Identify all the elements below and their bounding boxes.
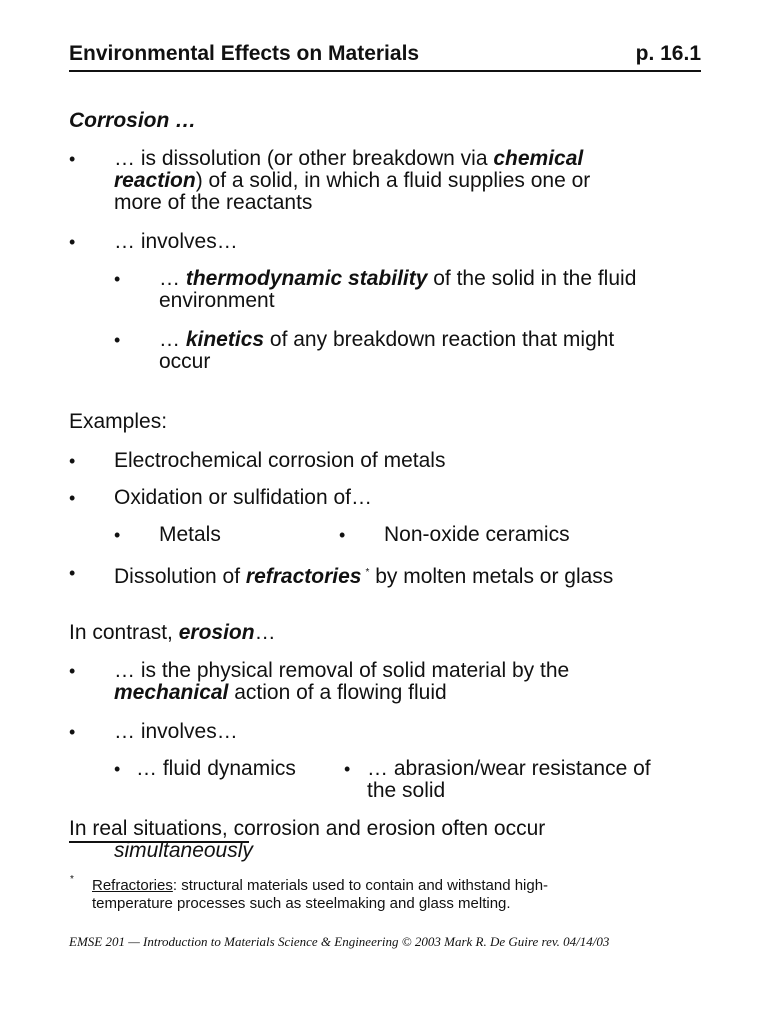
bullet-marker: • — [69, 661, 76, 681]
footnote-line-1 — [92, 877, 548, 895]
emphasis-erosion: erosion — [178, 621, 255, 644]
bullet-marker: • — [69, 451, 76, 471]
bullet-marker: • — [69, 149, 76, 169]
emphasis-kinetics: kinetics — [185, 328, 265, 351]
emphasis-reaction: reaction — [114, 169, 196, 192]
bullet-marker: • — [69, 722, 76, 742]
sub-bullet-marker: • — [344, 759, 351, 779]
examples-heading: Examples: — [69, 410, 168, 433]
footnote-line-2: temperature processes such as steelmaking and glass melting. — [92, 895, 511, 912]
corrosion-sub-bullet-1-line-2: environment — [159, 289, 275, 312]
corrosion-bullet-1-line-1 — [114, 148, 583, 170]
erosion-bullet-2: … involves… — [114, 720, 238, 743]
sub-bullet-marker: • — [114, 269, 121, 289]
text-run: action of a flowing fluid — [228, 681, 447, 704]
footnote-rule — [69, 841, 249, 843]
corrosion-bullet-1-line-2 — [114, 170, 590, 192]
corrosion-heading: Corrosion … — [69, 109, 197, 132]
erosion-heading — [69, 622, 276, 644]
footnote-marker: * — [365, 567, 370, 578]
example-2-sub-2: Non-oxide ceramics — [384, 523, 570, 546]
text-run: … is dissolution (or other breakdown via — [114, 147, 494, 170]
text-run: of the solid in the fluid — [427, 267, 637, 290]
example-3 — [114, 562, 613, 588]
corrosion-sub-bullet-2-line-1 — [159, 329, 614, 351]
bullet-marker: • — [69, 563, 76, 583]
emphasis-thermodynamic-stability: thermodynamic stability — [185, 267, 428, 290]
erosion-bullet-1-line-1: … is the physical removal of solid material by the — [114, 659, 570, 682]
footnote-mark: * — [70, 874, 74, 885]
sub-bullet-marker: • — [339, 525, 346, 545]
text-run: of any breakdown reaction that might — [264, 328, 615, 351]
text-run: Dissolution of — [114, 565, 246, 588]
sub-bullet-marker: • — [114, 330, 121, 350]
erosion-sub-1: … fluid dynamics — [136, 757, 296, 780]
text-run: … — [159, 267, 186, 290]
emphasis-refractories: refractories — [245, 565, 362, 588]
corrosion-sub-bullet-1-line-1 — [159, 268, 636, 290]
summary-line-2: simultaneously — [114, 839, 253, 862]
page-header — [69, 42, 701, 72]
page-title: Environmental Effects on Materials — [69, 42, 420, 65]
text-run: In contrast, — [69, 621, 179, 644]
erosion-sub-2-line-2: the solid — [367, 779, 446, 802]
page-number: p. 16.1 — [635, 42, 701, 65]
bullet-marker: • — [69, 488, 76, 508]
summary-line-1: In real situations, corrosion and erosion often occur — [69, 817, 546, 840]
text-run: … — [254, 621, 276, 644]
example-1: Electrochemical corrosion of metals — [114, 449, 446, 472]
emphasis-mechanical: mechanical — [114, 681, 229, 704]
corrosion-bullet-2: … involves… — [114, 230, 238, 253]
page-footer: EMSE 201 — Introduction to Materials Science & Engineering © 2003 Mark R. De Guire rev. 04/14/03 — [69, 934, 610, 949]
corrosion-bullet-1-line-3: more of the reactants — [114, 191, 313, 214]
sub-bullet-marker: • — [114, 759, 121, 779]
sub-bullet-marker: • — [114, 525, 121, 545]
text-run: … — [159, 328, 186, 351]
example-2-sub-1: Metals — [159, 523, 221, 546]
erosion-sub-2-line-1: … abrasion/wear resistance of — [367, 757, 651, 780]
example-2: Oxidation or sulfidation of… — [114, 486, 372, 509]
text-run: by molten metals or glass — [369, 565, 614, 588]
bullet-marker: • — [69, 232, 76, 252]
emphasis-chemical: chemical — [493, 147, 584, 170]
text-run: ) of a solid, in which a fluid supplies one or — [195, 169, 591, 192]
footnote-term: Refractories — [92, 877, 173, 894]
erosion-bullet-1-line-2 — [114, 682, 447, 704]
corrosion-sub-bullet-2-line-2: occur — [159, 350, 211, 373]
text-run: : structural materials used to contain and withstand high- — [172, 877, 549, 894]
